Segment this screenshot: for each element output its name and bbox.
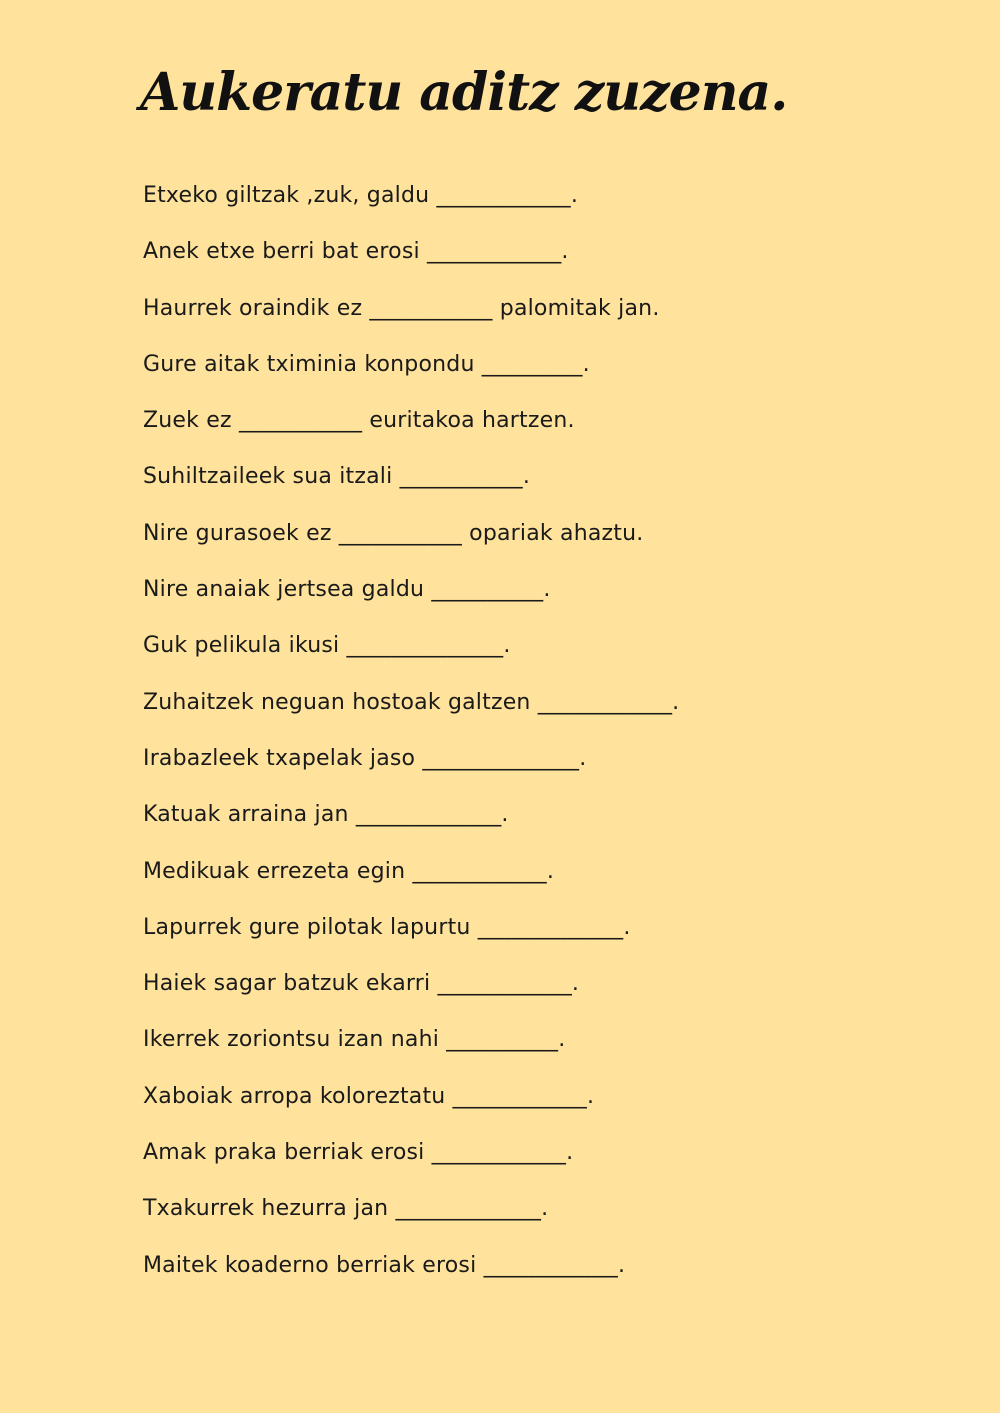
sentence-20: Maitek koaderno berriak erosi ____________. bbox=[143, 1252, 626, 1278]
sentence-1: Etxeko giltzak ,zuk, galdu ____________. bbox=[143, 183, 579, 208]
sentence-list bbox=[143, 176, 679, 1302]
sentence-16: Ikerrek zoriontsu izan nahi __________. bbox=[143, 1027, 566, 1053]
sentence-6: Suhiltzaileek sua itzali ___________. bbox=[143, 464, 531, 490]
sentence-15: Haiek sagar batzuk ekarri ____________. bbox=[143, 971, 580, 997]
sentence-5: Zuek ez ___________ euritakoa hartzen. bbox=[143, 408, 575, 434]
sentence-11: Irabazleek txapelak jaso ______________. bbox=[143, 745, 587, 771]
sentence-2: Anek etxe berri bat erosi ____________. bbox=[143, 239, 569, 265]
sentence-7: Nire gurasoek ez ___________ opariak ahaztu. bbox=[143, 520, 644, 546]
sentence-8: Nire anaiak jertsea galdu __________. bbox=[143, 577, 551, 603]
sentence-12: Katuak arraina jan _____________. bbox=[143, 802, 509, 828]
worksheet-title: Aukeratu aditz zuzena. bbox=[140, 62, 788, 123]
sentence-17: Xaboiak arropa koloreztatu ____________. bbox=[143, 1083, 595, 1109]
sentence-18: Amak praka berriak erosi ____________. bbox=[143, 1140, 574, 1166]
sentence-4: Gure aitak tximinia konpondu _________. bbox=[143, 351, 590, 377]
sentence-19: Txakurrek hezurra jan _____________. bbox=[143, 1196, 549, 1222]
sentence-13: Medikuak errezeta egin ____________. bbox=[143, 858, 555, 884]
sentence-3: Haurrek oraindik ez ___________ palomitak jan. bbox=[143, 295, 660, 321]
sentence-10: Zuhaitzek neguan hostoak galtzen ____________. bbox=[143, 689, 680, 715]
sentence-14: Lapurrek gure pilotak lapurtu _____________. bbox=[143, 914, 631, 940]
sentence-9: Guk pelikula ikusi ______________. bbox=[143, 633, 511, 659]
